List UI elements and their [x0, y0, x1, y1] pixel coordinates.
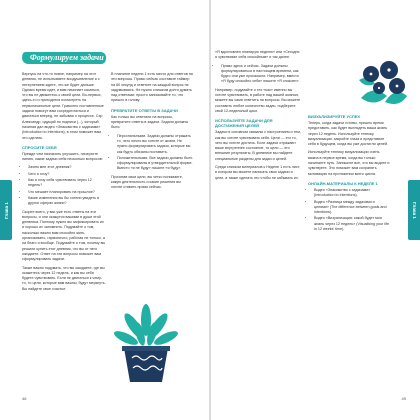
paragraph: В планинге недели 1 есть место для ответов на эти вопросы. Прямо сейчас составьте таймер на 60 секунд и ответьте на каждый вопрос не задумываясь. Не нужно слишком долго думать над ответами: просто записывайте то, что пришло в голову. — [111, 72, 193, 103]
list-item: • Как я хочу себя чувствовать через 12 недель? — [28, 178, 106, 189]
list-item: • Что мешает планировать на прошлое? — [28, 190, 106, 195]
online-materials-list — [308, 188, 390, 232]
list-item: • Какие изменения вы бы хотели увидеть в других сферах жизни? — [28, 196, 106, 207]
list-item: • Персональными. Задачи должны отражать то, чего лично вы хотите от жизни. Не нужно формулировать задачи, которые вы как будто обязаны поставить. — [117, 134, 193, 155]
list-item: • Прямо здесь и сейчас. Задачи должны формулироваться в настоящем времени, как будто они уже произошли. Например, вместо «Я буду спокойно себя» пишите «Я спокоен». — [221, 64, 301, 85]
flowers-illustration — [357, 58, 409, 104]
paragraph: Например, подумайте о тех «как» именно вы хотите чувствовать, в работе над вашей жизнью, можете вы сами ответить на вопросы. Вы можете составить любое количество задач, подберите свой 12-недельный цикл. — [215, 87, 301, 113]
criteria-list — [215, 64, 301, 85]
subheading-use-intentions: ИСПОЛЬЗУЙТЕ ЗАДАЧИ ДЛЯ ДОСТИЖЕНИЯ ЦЕЛЕЙ — [215, 118, 273, 129]
list-item: • Видео «Знакомство с задачами» (Introduction to intentions). — [314, 188, 390, 199]
section-title-text: Формулируем задачи — [30, 53, 104, 62]
right-page — [211, 0, 420, 420]
chapter-tab: Глава 1 — [0, 180, 12, 240]
subheading-visualise: ВИЗУАЛИЗИРУЙТЕ УСПЕХ — [308, 114, 361, 119]
question-list — [22, 165, 106, 206]
paragraph: Как только вы ответили на вопросы, превратите ответы в задачи. Задачи должны быть: — [111, 114, 189, 130]
page-number: 48 — [22, 396, 27, 401]
paragraph: Также важно подумать, что вы ожидаете, где вы окажетесь через 12 недель, и как вы себя будете чувствовать. Если не двигаться к чему-то, то цели, которые вам важны, будут меркнуть. Вы найдете свое счастье. — [22, 265, 106, 291]
chapter-tab: Глава 1 — [408, 180, 420, 240]
left-column-1 — [22, 72, 106, 295]
section-title — [22, 50, 112, 66]
paragraph: «Я вдохновлен планирую неделю» или «Сегодня я чувствовал себя спокойным» и так далее. — [215, 50, 300, 60]
left-column-2 — [111, 72, 193, 194]
right-column-1 — [215, 50, 301, 184]
paragraph: Прочитав свои цели, вы четко понимаете, какую деятельность и какие решения вы хотите ставить прямо сейчас. — [111, 174, 183, 190]
page-number: 49 — [401, 396, 406, 401]
left-page — [0, 0, 209, 420]
right-column-2 — [308, 110, 390, 235]
paragraph: Используйте технику визуализации очень важна в первое время, когда вы только начинаете путь. Запишите все, что вы видите и чувствуете. Это поможет вам сохранять мотивацию на протяжении всего цикла. — [308, 150, 390, 176]
paragraph: Теперь, когда задачи готовы, пришло время представить, как будет выглядеть ваша жизнь через 12 недель. Используйте технику визуализации: закройте глаза и представьте себя в будущем, когда вы уже достигли целей. — [308, 121, 389, 147]
list-item: • Видео «Разница между задачами и целями» (The difference between goals and intentions). — [314, 200, 390, 216]
paragraph: Скорее всего, у вас уже есть ответы на эти вопросы, и они окажутся вашими в души этой дневника. Поэтому нужно вы зафиксировать их и хорошо их запомнить. Подумайте о том, насколько важно вам спокойно жить, организовано, гармонично, работая не только, а на благо и вообще. Подумайте о том, почему вы решили купить этот дневник, что вы от него ожидаете. Ответ на эти вопросы поможет вам сформулировать задачи. — [22, 209, 106, 262]
paragraph: Задачи в основном связаны с настроением и тем, как вы хотите чувствовать себя. Цели — это то, чего вы хотите достичь. Если задачи отражают ваше внутреннее состояние, то цели — это внешние результаты. В дневнике вы найдете специальные разделы для задач и целей. — [215, 130, 301, 161]
subheading-ask-yourself: СПРОСИТЕ СЕБЯ — [22, 144, 57, 150]
subheading-turn-answers: ПРЕВРАТИТЕ ОТВЕТЫ В ЗАДАЧИ — [111, 107, 178, 113]
list-item: • Зачем мне этот дневник? — [28, 165, 106, 170]
list-item: • Чего я хочу? — [28, 172, 106, 177]
paragraph: Прежде чем назначить улучшить, начертите линию, какие задачи себя несколько вопросов: — [22, 151, 103, 162]
intro-paragraph: Вернусь на что-то новое, например на этот дневник, не испытываете воодушевление и с нетерпением ждете, что же будет дальше. Однако время идет, и вам начинает казаться, что вы не движетесь к своей цели. Во-первых, здесь-то и приходится посмотреть на первоначальные цели. Грамотно поставленные задачи помогут вам сосредоточиться и двигаться вперед, не забывая о процессе. Сэр Александр, идущий по подписи (...), который начиная дал видео «Знакомство с задачами» (Introduction to intentions), в этом поможет вам это сделать. — [22, 72, 104, 140]
criteria-list — [111, 134, 193, 172]
list-item: • Видео «Визуализация: какой будет моя жизнь через 12 недель» (Visualising your life in 12 weeks' time). — [314, 216, 390, 232]
list-item: • Положительными. Все задачи должны быть сформулированы в утвердительной форме. Вместо «я не буду» пишите «я буду». — [117, 156, 193, 172]
potted-plant-illustration — [110, 296, 182, 388]
paragraph: Среди списком материалов к Неделе 1 есть лист, в котором вы можете написать свои задачи и цели, а также сделать это чтобы не забывать их. — [215, 165, 301, 180]
subheading-online-materials: ОНЛАЙН-МАТЕРИАЛЫ К НЕДЕЛЕ 1 — [308, 180, 378, 186]
